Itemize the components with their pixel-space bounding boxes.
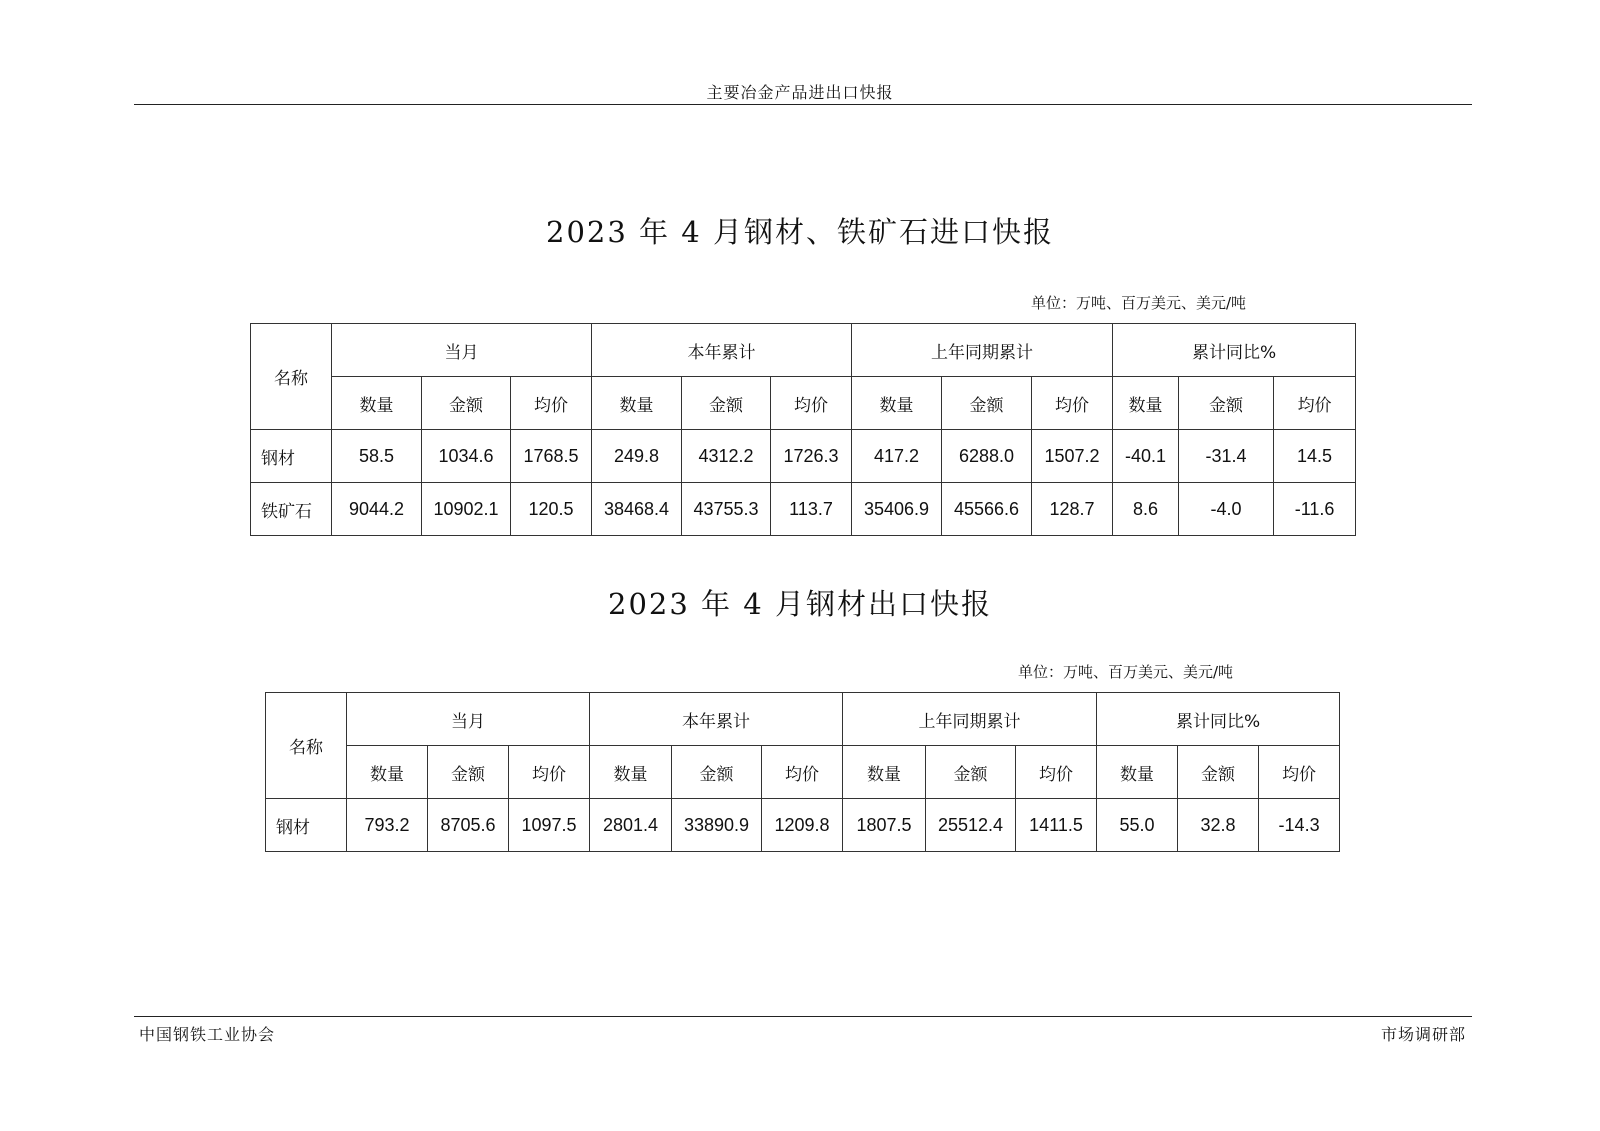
table-row <box>251 430 1356 483</box>
cell-value: 113.7 <box>771 483 852 536</box>
row-name: 钢材 <box>251 430 332 483</box>
header-rule <box>134 104 1472 105</box>
cell-value: 8.6 <box>1113 483 1179 536</box>
cell-value: -14.3 <box>1259 799 1340 852</box>
subheader-avg-price: 均价 <box>511 377 592 430</box>
table-row <box>251 483 1356 536</box>
cell-value: 9044.2 <box>332 483 422 536</box>
col-header-name: 名称 <box>251 324 332 430</box>
cell-value: 25512.4 <box>926 799 1016 852</box>
cell-value: 4312.2 <box>682 430 771 483</box>
export-unit-note: 单位：万吨、百万美元、美元/吨 <box>1018 663 1234 681</box>
subheader-avg-price: 均价 <box>771 377 852 430</box>
subheader-amount: 金额 <box>942 377 1032 430</box>
row-name: 铁矿石 <box>251 483 332 536</box>
cell-value: -4.0 <box>1179 483 1274 536</box>
footer-rule <box>134 1016 1472 1017</box>
subheader-avg-price: 均价 <box>1259 746 1340 799</box>
group-header-current-month: 当月 <box>347 693 590 746</box>
cell-value: 1507.2 <box>1032 430 1113 483</box>
footer-department: 市场调研部 <box>1380 1025 1466 1044</box>
col-header-name: 名称 <box>266 693 347 799</box>
cell-value: 8705.6 <box>428 799 509 852</box>
cell-value: 6288.0 <box>942 430 1032 483</box>
group-header-prior-ytd: 上年同期累计 <box>852 324 1113 377</box>
cell-value: 1097.5 <box>509 799 590 852</box>
subheader-amount: 金额 <box>682 377 771 430</box>
cell-value: -31.4 <box>1179 430 1274 483</box>
cell-value: 1209.8 <box>762 799 843 852</box>
subheader-amount: 金额 <box>672 746 762 799</box>
subheader-amount: 金额 <box>926 746 1016 799</box>
group-header-ytd: 本年累计 <box>592 324 852 377</box>
subheader-quantity: 数量 <box>852 377 942 430</box>
subheader-quantity: 数量 <box>347 746 428 799</box>
subheader-amount: 金额 <box>422 377 511 430</box>
subheader-amount: 金额 <box>428 746 509 799</box>
subheader-quantity: 数量 <box>590 746 672 799</box>
export-title: 2023 年 4 月钢材出口快报 <box>608 587 992 621</box>
cell-value: 55.0 <box>1097 799 1178 852</box>
import-table <box>250 323 1356 536</box>
cell-value: 10902.1 <box>422 483 511 536</box>
running-header: 主要冶金产品进出口快报 <box>706 83 894 102</box>
import-title: 2023 年 4 月钢材、铁矿石进口快报 <box>546 215 1054 249</box>
cell-value: -11.6 <box>1274 483 1356 536</box>
subheader-quantity: 数量 <box>843 746 926 799</box>
cell-value: 35406.9 <box>852 483 942 536</box>
subheader-avg-price: 均价 <box>1032 377 1113 430</box>
cell-value: 58.5 <box>332 430 422 483</box>
cell-value: 1726.3 <box>771 430 852 483</box>
cell-value: 14.5 <box>1274 430 1356 483</box>
cell-value: 120.5 <box>511 483 592 536</box>
cell-value: 1411.5 <box>1016 799 1097 852</box>
subheader-avg-price: 均价 <box>762 746 843 799</box>
import-unit-note: 单位：万吨、百万美元、美元/吨 <box>1031 294 1247 312</box>
cell-value: 43755.3 <box>682 483 771 536</box>
cell-value: 38468.4 <box>592 483 682 536</box>
cell-value: 128.7 <box>1032 483 1113 536</box>
cell-value: 32.8 <box>1178 799 1259 852</box>
export-table <box>265 692 1340 852</box>
cell-value: 1768.5 <box>511 430 592 483</box>
cell-value: 2801.4 <box>590 799 672 852</box>
cell-value: 1807.5 <box>843 799 926 852</box>
subheader-avg-price: 均价 <box>509 746 590 799</box>
subheader-avg-price: 均价 <box>1016 746 1097 799</box>
group-header-current-month: 当月 <box>332 324 592 377</box>
footer-organization: 中国钢铁工业协会 <box>139 1025 276 1044</box>
cell-value: -40.1 <box>1113 430 1179 483</box>
subheader-amount: 金额 <box>1178 746 1259 799</box>
cell-value: 1034.6 <box>422 430 511 483</box>
subheader-quantity: 数量 <box>1113 377 1179 430</box>
cell-value: 249.8 <box>592 430 682 483</box>
subheader-quantity: 数量 <box>332 377 422 430</box>
row-name: 钢材 <box>266 799 347 852</box>
cell-value: 417.2 <box>852 430 942 483</box>
group-header-ytd: 本年累计 <box>590 693 843 746</box>
subheader-quantity: 数量 <box>592 377 682 430</box>
group-header-yoy: 累计同比% <box>1097 693 1340 746</box>
subheader-quantity: 数量 <box>1097 746 1178 799</box>
group-header-prior-ytd: 上年同期累计 <box>843 693 1097 746</box>
cell-value: 793.2 <box>347 799 428 852</box>
table-row <box>266 799 1340 852</box>
subheader-avg-price: 均价 <box>1274 377 1356 430</box>
cell-value: 33890.9 <box>672 799 762 852</box>
cell-value: 45566.6 <box>942 483 1032 536</box>
group-header-yoy: 累计同比% <box>1113 324 1356 377</box>
subheader-amount: 金额 <box>1179 377 1274 430</box>
